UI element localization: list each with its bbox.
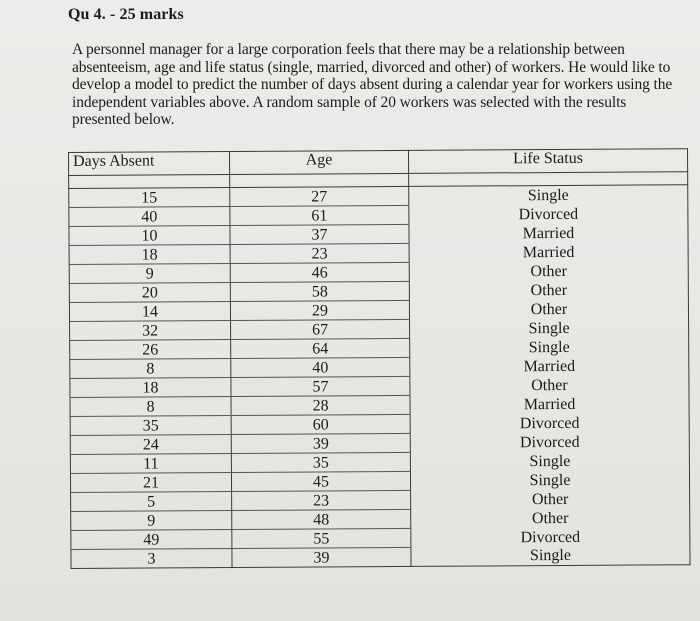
data-table xyxy=(68,148,691,569)
days-absent-cell: 14 xyxy=(69,302,230,322)
days-absent-cell: 10 xyxy=(69,226,230,246)
life-status-cell: Other xyxy=(411,508,690,529)
life-status-cell: Single xyxy=(409,185,688,206)
life-status-cell: Married xyxy=(409,223,688,244)
days-absent-cell: 9 xyxy=(69,264,230,284)
age-cell: 39 xyxy=(231,433,410,453)
table-body xyxy=(69,172,690,569)
age-cell: 29 xyxy=(230,300,409,320)
life-status-cell: Divorced xyxy=(410,413,689,434)
days-absent-cell: 8 xyxy=(70,397,231,417)
question-text: A personnel manager for a large corporation feels that there may be a relationship between absenteeism, age and life status (single, married, divorced and other) of workers. He would like to develop a model to predict the number of days absent during a calendar year for workers using the independent variables above. A random sample of 20 workers was selected with the results presented below. xyxy=(72,41,673,128)
life-status-cell: Single xyxy=(410,318,689,339)
age-cell: 35 xyxy=(231,452,410,472)
header-days-absent: Days Absent xyxy=(69,152,230,176)
life-status-cell: Single xyxy=(410,337,689,358)
days-absent-cell: 18 xyxy=(69,245,230,265)
days-absent-cell: 5 xyxy=(71,492,232,512)
life-status-cell: Married xyxy=(410,394,689,415)
table-row xyxy=(71,546,690,569)
life-status-cell: Married xyxy=(410,356,689,377)
days-absent-cell: 24 xyxy=(70,435,231,455)
life-status-cell: Divorced xyxy=(410,432,689,453)
age-cell: 45 xyxy=(231,471,410,491)
age-cell: 60 xyxy=(231,414,410,434)
life-status-cell: Other xyxy=(410,375,689,396)
age-cell: 61 xyxy=(230,205,409,225)
days-absent-cell: 49 xyxy=(71,530,232,550)
age-cell: 27 xyxy=(230,186,409,206)
days-absent-cell: 35 xyxy=(70,416,231,436)
age-cell: 67 xyxy=(231,319,410,339)
days-absent-cell: 32 xyxy=(70,321,231,341)
life-status-cell: Other xyxy=(411,489,690,510)
age-cell: 23 xyxy=(230,243,409,263)
life-status-cell: Divorced xyxy=(409,204,688,225)
age-cell: 37 xyxy=(230,224,409,244)
age-cell: 57 xyxy=(231,376,410,396)
days-absent-cell: 20 xyxy=(69,283,230,303)
header-age: Age xyxy=(230,150,409,174)
life-status-cell: Single xyxy=(410,451,689,472)
days-absent-cell: 21 xyxy=(70,473,231,493)
question-heading: Qu 4. - 25 marks xyxy=(68,6,184,23)
age-cell: 46 xyxy=(230,262,409,282)
days-absent-cell: 18 xyxy=(70,378,231,398)
days-absent-cell: 15 xyxy=(69,188,230,208)
life-status-cell: Married xyxy=(409,242,688,263)
spacer-cell xyxy=(230,173,409,187)
life-status-cell: Other xyxy=(409,280,688,301)
spacer-cell xyxy=(69,175,230,189)
life-status-cell: Other xyxy=(409,299,688,320)
age-cell: 58 xyxy=(230,281,409,301)
age-cell: 28 xyxy=(231,395,410,415)
days-absent-cell: 11 xyxy=(70,454,231,474)
age-cell: 55 xyxy=(232,528,411,548)
age-cell: 23 xyxy=(232,490,411,510)
life-status-cell: Divorced xyxy=(411,527,690,548)
days-absent-cell: 9 xyxy=(71,511,232,531)
age-cell: 39 xyxy=(232,547,411,567)
age-cell: 40 xyxy=(231,357,410,377)
life-status-cell: Other xyxy=(409,261,688,282)
days-absent-cell: 26 xyxy=(70,340,231,360)
age-cell: 48 xyxy=(232,509,411,529)
life-status-cell: Single xyxy=(411,546,690,567)
header-life-status: Life Status xyxy=(408,149,687,174)
days-absent-cell: 8 xyxy=(70,359,231,379)
days-absent-cell: 3 xyxy=(71,549,232,569)
life-status-cell: Single xyxy=(410,470,689,491)
days-absent-cell: 40 xyxy=(69,207,230,227)
age-cell: 64 xyxy=(231,338,410,358)
